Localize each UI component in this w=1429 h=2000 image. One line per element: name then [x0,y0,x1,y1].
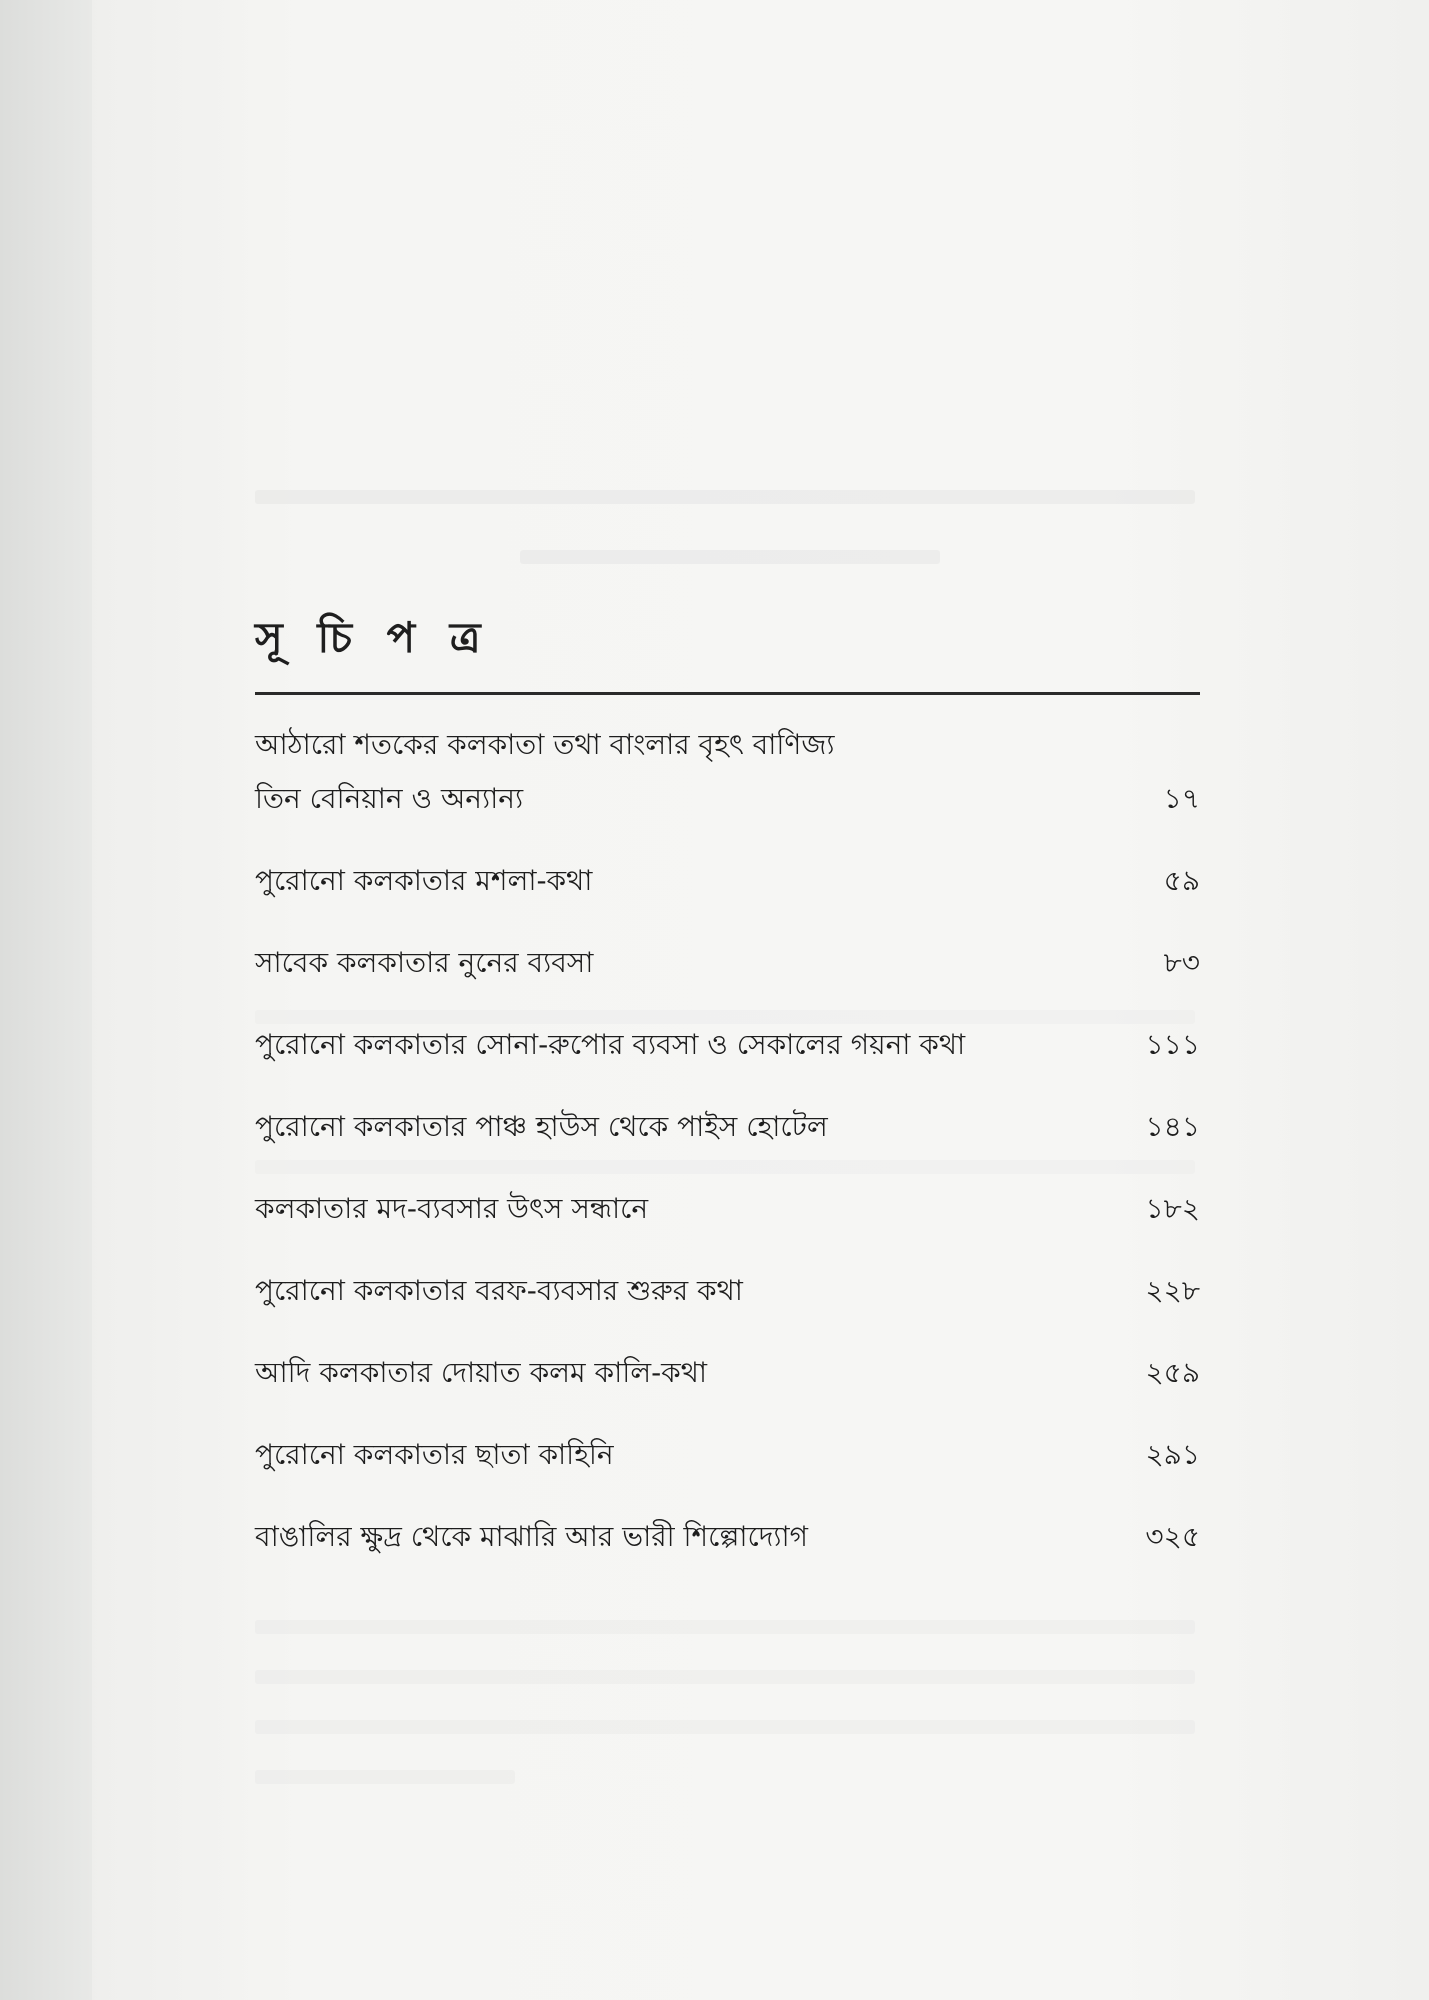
toc-entry [255,1025,1200,1065]
toc-entry-page-number: ৫৯ [1163,864,1200,897]
toc-entry [255,1107,1200,1147]
toc-entry-title: সাবেক কলকাতার নুনের ব্যবসা [255,946,594,979]
show-through-line [255,1160,1195,1174]
toc-heading: সূ চি প ত্র [255,613,491,662]
toc-entry-title: পুরোনো কলকাতার ছাতা কাহিনি [255,1438,614,1471]
show-through-line [255,1720,1195,1734]
toc-entry-title: পুরোনো কলকাতার মশলা-কথা [255,864,593,897]
toc-entry-title: কলকাতার মদ-ব্যবসার উৎস সন্ধানে [255,1192,649,1225]
toc-entry-title: আদি কলকাতার দোয়াত কলম কালি-কথা [255,1356,708,1389]
toc-entry-title: পুরোনো কলকাতার বরফ-ব্যবসার শুরুর কথা [255,1274,743,1307]
show-through-line [520,550,940,564]
toc-entry-title: আঠারো শতকের কলকাতা তথা বাংলার বৃহৎ বাণিজ্য [255,728,835,761]
toc-divider [255,692,1200,695]
toc-entry-page-number: ১৮২ [1145,1192,1200,1225]
toc-entry [255,725,1200,819]
toc-entry-title: পুরোনো কলকাতার সোনা-রুপোর ব্যবসা ও সেকালের গয়না কথা [255,1028,966,1061]
toc-entry [255,861,1200,901]
toc-entry [255,1189,1200,1229]
toc-entry-page-number: ১৪১ [1145,1110,1200,1143]
show-through-line [255,1770,515,1784]
toc-entry [255,943,1200,983]
show-through-line [255,490,1195,504]
toc-entry [255,1271,1200,1311]
toc-entry-page-number: ২৯১ [1145,1438,1200,1471]
show-through-line [255,1010,1195,1024]
toc-entry-page-number: ৩২৫ [1145,1520,1200,1553]
show-through-line [255,1670,1195,1684]
toc-entry-page-number: ২২৮ [1145,1274,1200,1307]
toc-entry-title: বাঙালির ক্ষুদ্র থেকে মাঝারি আর ভারী শিল্পোদ্যোগ [255,1520,808,1553]
page-gutter-shadow [0,0,92,2000]
toc-entry [255,1353,1200,1393]
toc-entry-title-continued: তিন বেনিয়ান ও অন্যান্য [255,782,524,815]
toc-entry-page-number: ১১১ [1145,1028,1200,1061]
toc-entry-page-number: ৮৩ [1163,946,1200,979]
toc-entry-title: পুরোনো কলকাতার পাঞ্চ হাউস থেকে পাইস হোটেল [255,1110,828,1143]
show-through-line [255,1620,1195,1634]
toc-entry [255,1435,1200,1475]
toc-entry [255,1517,1200,1557]
toc-entry-page-number: ২৫৯ [1145,1356,1200,1389]
toc-entry-page-number: ১৭ [1163,782,1200,815]
